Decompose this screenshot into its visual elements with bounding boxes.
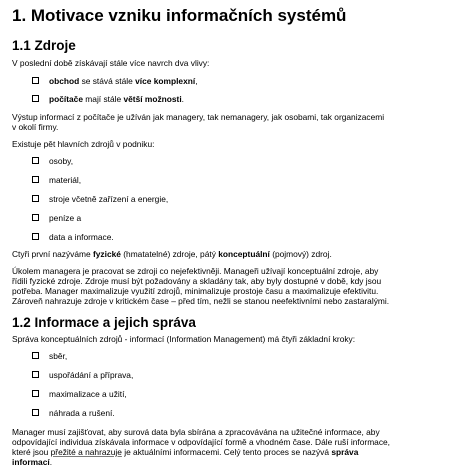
item-text: data a informace. xyxy=(49,232,114,242)
item-text: , xyxy=(195,76,198,86)
section-heading-zdroje: 1.1 Zdroje xyxy=(12,38,76,53)
list-item xyxy=(32,156,73,166)
chapter-heading: 1. Motivace vzniku informačních systémů xyxy=(12,6,347,25)
text-run: (hmatatelné) zdroje, pátý xyxy=(120,249,219,259)
list-item xyxy=(32,408,115,418)
usage-paragraph-line: v okolí firmy. xyxy=(12,122,59,132)
square-bullet-icon xyxy=(32,77,39,84)
manager-paragraph-line: Zároveň nahrazuje zdroje v kritickém čase – před tím, nežli se stanou neefektivními nebo zastaralými. xyxy=(12,296,390,306)
final-paragraph-line xyxy=(12,457,436,467)
square-bullet-icon xyxy=(32,176,39,183)
item-text: mají stále xyxy=(82,94,124,104)
item-text: osoby, xyxy=(49,156,74,166)
item-text: náhrada a rušení. xyxy=(49,408,115,418)
text-run: je aktuálními informacemi. Celý tento proces se nazývá xyxy=(121,447,332,457)
bold-term: fyzické xyxy=(92,249,121,259)
square-bullet-icon xyxy=(32,157,39,164)
types-paragraph xyxy=(12,249,436,259)
section-heading-informace: 1.2 Informace a jejich správa xyxy=(12,315,196,330)
item-text: sběr, xyxy=(49,351,68,361)
list-item xyxy=(32,175,81,185)
steps-intro-paragraph: Správa konceptuálních zdrojů - informací (Information Management) má čtyři základní kroky: xyxy=(12,334,356,344)
underlined-text: přežité a nahrazuje xyxy=(50,447,122,457)
list-item xyxy=(32,213,81,223)
square-bullet-icon xyxy=(32,409,39,416)
bold-term: informací xyxy=(12,457,50,467)
bold-term: více komplexní xyxy=(135,76,196,86)
list-item xyxy=(32,370,133,380)
text-run: které jsou xyxy=(12,447,51,457)
bold-term: větší možnosti xyxy=(123,94,182,104)
manager-paragraph-line: Úkolem managera je pracovat se zdroji co nejefektivněji. Manageři užívají konceptuální zdroje, aby xyxy=(12,266,379,276)
item-text: se stává stále xyxy=(79,76,136,86)
text-run: . xyxy=(49,457,53,467)
square-bullet-icon xyxy=(32,214,39,221)
item-text: uspořádání a příprava, xyxy=(49,370,134,380)
square-bullet-icon xyxy=(32,195,39,202)
list-item xyxy=(32,76,198,86)
final-paragraph-line: Manager musí zajišťovat, aby surová data byla sbírána a zpracovávána na užitečné informace, aby xyxy=(12,427,380,437)
item-text: peníze a xyxy=(49,213,82,223)
item-text: materiál, xyxy=(49,175,82,185)
usage-paragraph-line: Výstup informací z počítače je užíván jak managery, tak nemanagery, jak osobami, tak organizacemi xyxy=(12,112,385,122)
bold-term: počítače xyxy=(49,94,83,104)
item-text: . xyxy=(181,94,184,104)
square-bullet-icon xyxy=(32,95,39,102)
bold-term: správa xyxy=(331,447,359,457)
square-bullet-icon xyxy=(32,352,39,359)
list-item xyxy=(32,351,67,361)
item-text: maximalizace a užití, xyxy=(49,389,127,399)
final-paragraph-line: odpovídající individua získávala informace v odpovídající formě a vhodném čase. Dále ruší informace, xyxy=(12,437,390,447)
list-item xyxy=(32,94,184,104)
square-bullet-icon xyxy=(32,390,39,397)
list-item xyxy=(32,194,168,204)
text-run: (pojmový) zdroj. xyxy=(269,249,332,259)
list-item xyxy=(32,232,114,242)
square-bullet-icon xyxy=(32,233,39,240)
intro-paragraph: V poslední době získávají stále více navrch dva vlivy: xyxy=(12,58,210,68)
final-paragraph-line xyxy=(12,447,436,457)
bold-term: konceptuální xyxy=(218,249,270,259)
manager-paragraph-line: řídili fyzické zdroje. Zdroje musí být požadovány a skladány tak, aby byly dostupné v době, kdy jsou xyxy=(12,276,382,286)
manager-paragraph-line: potřeba. Manager maximalizuje využití zdrojů, minimalizuje prostoje času a maximalizuje efektivitu. xyxy=(12,286,379,296)
item-text: stroje včetně zařízení a energie, xyxy=(49,194,169,204)
text-run: Ctyři první nazýváme xyxy=(12,249,93,259)
sources-paragraph: Existuje pět hlavních zdrojů v podniku: xyxy=(12,139,155,149)
bold-term: obchod xyxy=(49,76,80,86)
list-item xyxy=(32,389,127,399)
square-bullet-icon xyxy=(32,371,39,378)
